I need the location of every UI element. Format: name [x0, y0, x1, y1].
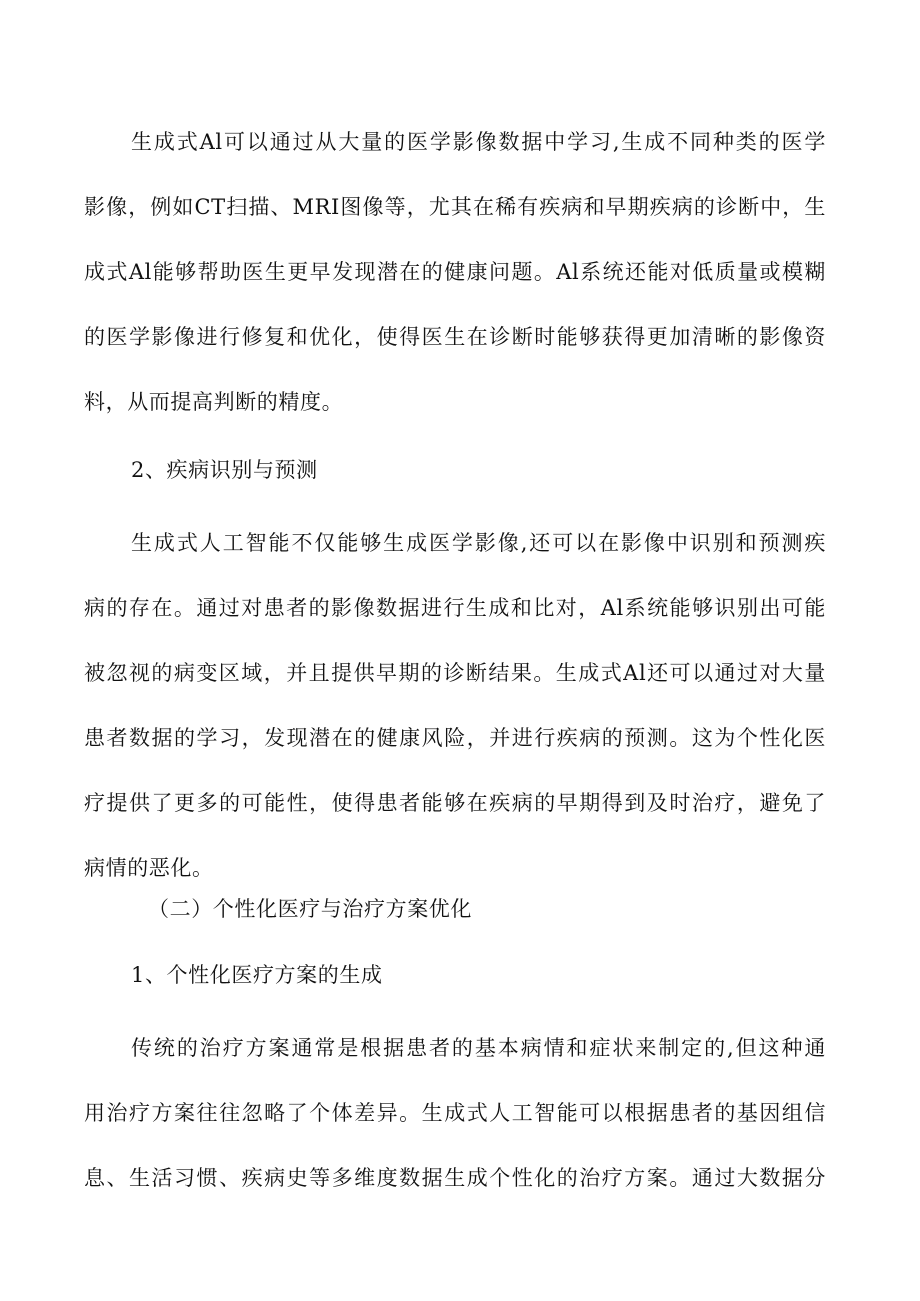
paragraph-1-line-3: 成式Al能够帮助医生更早发现潜在的健康问题。Al系统还能对低质量或模糊: [84, 260, 826, 284]
section-heading-personalized-medicine: （二）个性化医疗与治疗方案优化: [148, 897, 472, 921]
paragraph-1-line-2: 影像，例如CT扫描、MRI图像等，尤其在稀有疾病和早期疾病的诊断中，生: [84, 195, 826, 219]
paragraph-2-line-2: 病的存在。通过对患者的影像数据进行生成和比对，Al系统能够识别出可能: [84, 596, 826, 620]
paragraph-1-line-4: 的医学影像进行修复和优化，使得医生在诊断时能够获得更加清晰的影像资: [84, 325, 826, 349]
heading-personalized-plan: 1、个性化医疗方案的生成: [131, 963, 383, 987]
paragraph-2-line-3: 被忽视的病变区域，并且提供早期的诊断结果。生成式Al还可以通过对大量: [84, 661, 826, 685]
paragraph-2-line-5: 疗提供了更多的可能性，使得患者能够在疾病的早期得到及时治疗，避免了: [84, 791, 826, 815]
paragraph-3-line-2: 用治疗方案往往忽略了个体差异。生成式人工智能可以根据患者的基因组信: [84, 1101, 826, 1125]
paragraph-2-line-4: 患者数据的学习，发现潜在的健康风险，并进行疾病的预测。这为个性化医: [84, 726, 826, 750]
heading-disease-recognition: 2、疾病识别与预测: [131, 458, 318, 482]
paragraph-3-line-3: 息、生活习惯、疾病史等多维度数据生成个性化的治疗方案。通过大数据分: [84, 1166, 826, 1190]
paragraph-2-line-1: 生成式人工智能不仅能够生成医学影像,还可以在影像中识别和预测疾: [131, 531, 826, 555]
paragraph-1-line-5: 料，从而提高判断的精度。: [84, 390, 344, 414]
paragraph-2-line-6: 病情的恶化。: [84, 856, 214, 880]
paragraph-3-line-1: 传统的治疗方案通常是根据患者的基本病情和症状来制定的,但这种通: [131, 1036, 826, 1060]
paragraph-1-line-1: 生成式Al可以通过从大量的医学影像数据中学习,生成不同种类的医学: [131, 130, 826, 154]
